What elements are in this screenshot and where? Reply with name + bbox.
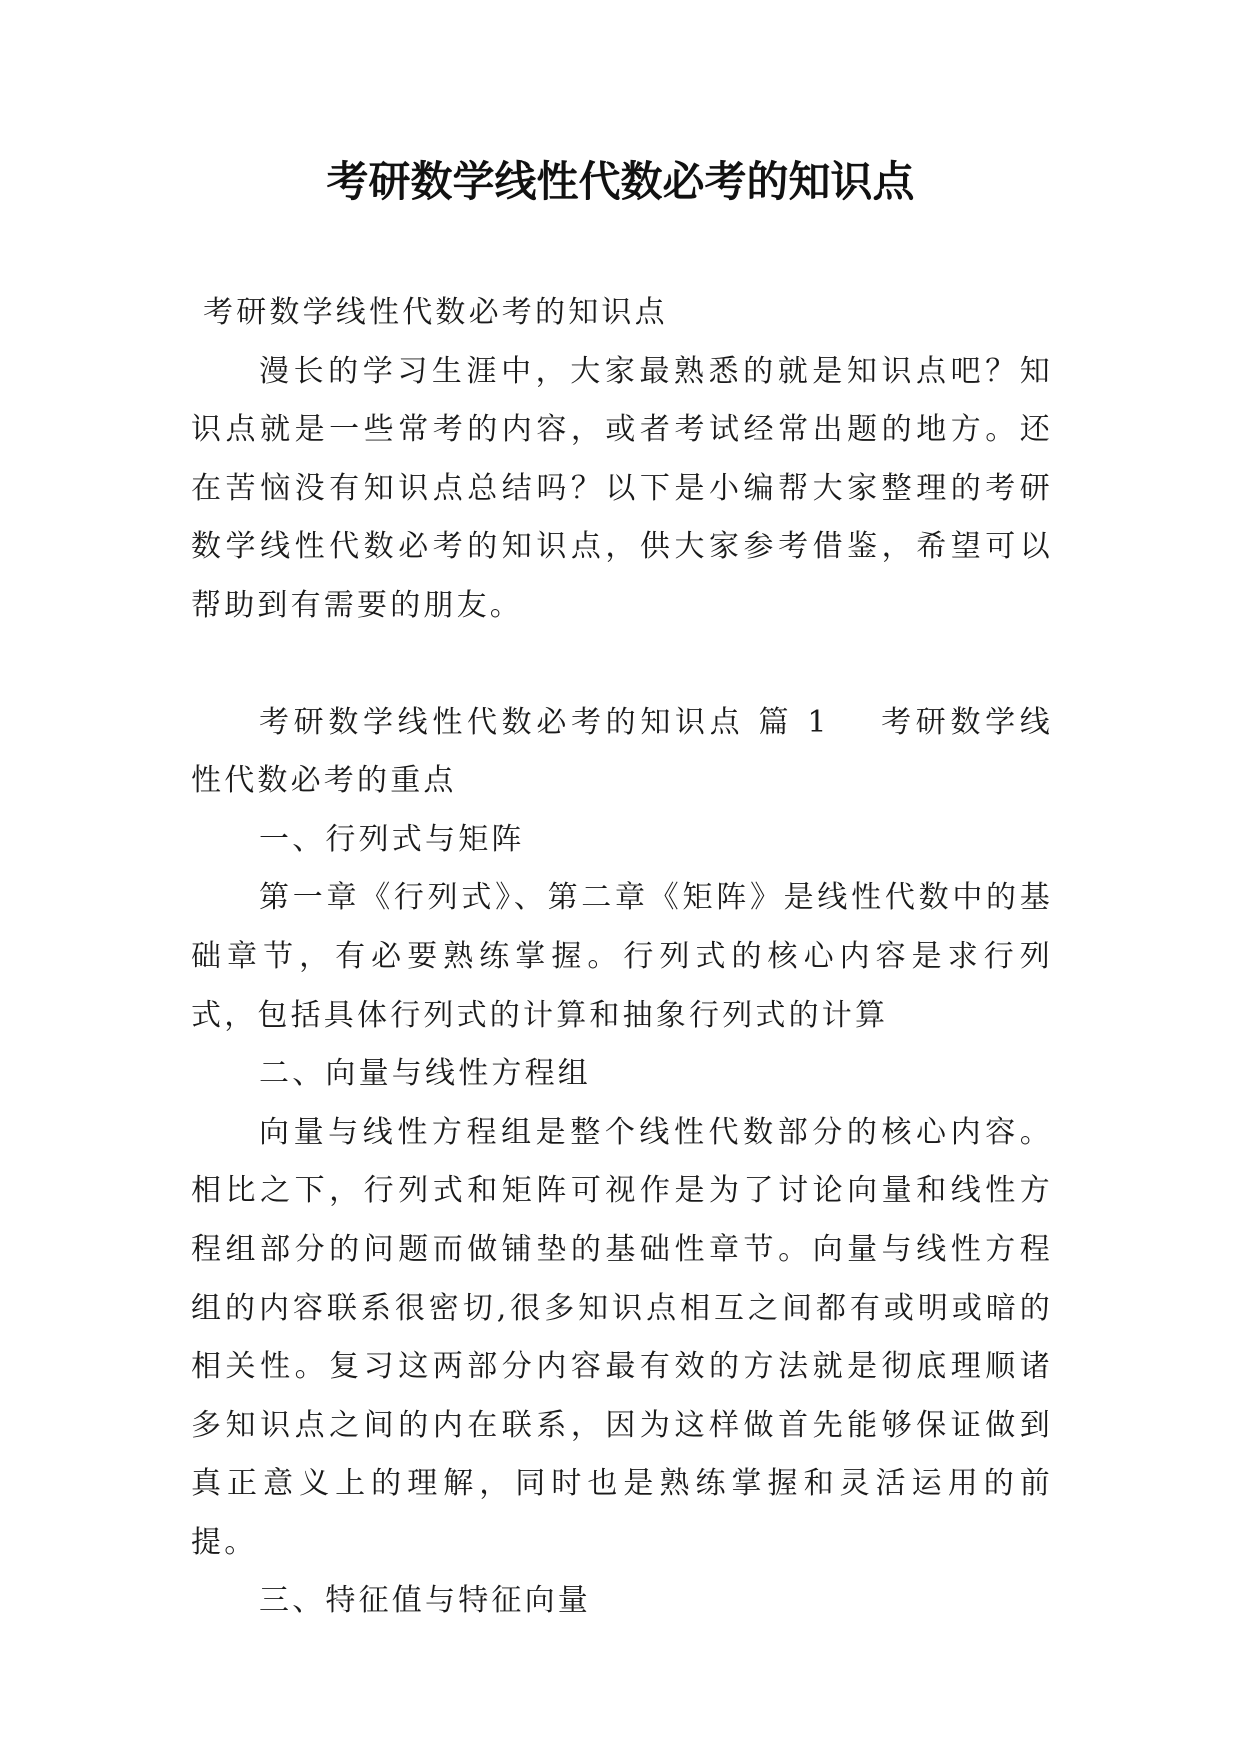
document-subtitle: 考研数学线性代数必考的知识点	[203, 295, 668, 330]
document-body	[191, 284, 1053, 1631]
paragraph-gap	[191, 636, 1053, 694]
section2-heading: 二、向量与线性方程组	[259, 1056, 591, 1092]
part-subheading: 考研数学线性代数必考的重点	[191, 704, 1053, 799]
part-heading-paragraph	[191, 694, 1053, 811]
intro-paragraph: 漫长的学习生涯中，大家最熟悉的就是知识点吧？知识点就是一些常考的内容，或者考试经常出题的地方。还在苦恼没有知识点总结吗？以下是小编帮大家整理的考研数学线性代数必考的知识点，供大家参考借鉴，希望可以帮助到有需要的朋友。	[191, 353, 1053, 623]
section2-paragraph: 向量与线性方程组是整个线性代数部分的核心内容。相比之下，行列式和矩阵可视作是为了讨论向量和线性方程组部分的问题而做铺垫的基础性章节。向量与线性方程组的内容联系很密切,很多知识点相互之间都有或明或暗的相关性。复习这两部分内容最有效的方法就是彻底理顺诸多知识点之间的内在联系，因为这样做首先能够保证做到真正意义上的理解，同时也是熟练掌握和灵活运用的前提。	[191, 1114, 1053, 1560]
section3-heading: 三、特征值与特征向量	[259, 1583, 591, 1619]
document-title: 考研数学线性代数必考的知识点	[326, 157, 915, 206]
section1-heading: 一、行列式与矩阵	[259, 821, 525, 857]
section1-paragraph: 第一章《行列式》、第二章《矩阵》是线性代数中的基础章节，有必要熟练掌握。行列式的核心内容是求行列式，包括具体行列式的计算和抽象行列式的计算	[191, 880, 1053, 1033]
part-heading: 考研数学线性代数必考的知识点 篇 1	[259, 704, 830, 740]
